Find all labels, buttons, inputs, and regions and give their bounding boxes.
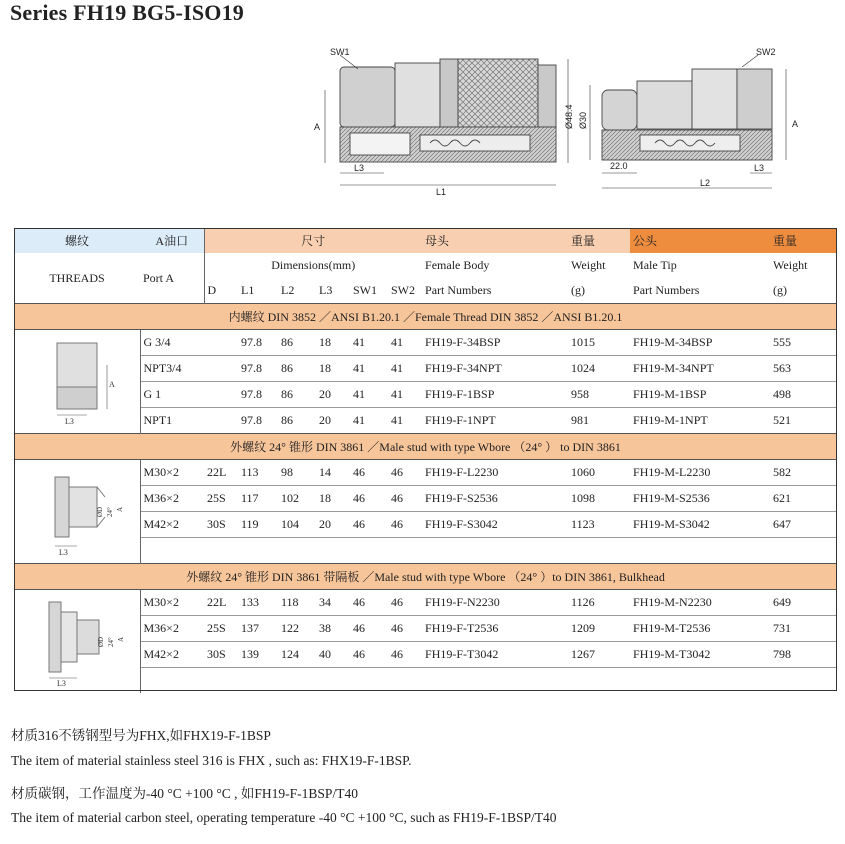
bulkhead-thumb	[27, 592, 127, 687]
cell-sw1: 46	[350, 616, 388, 642]
female-cn: 母头	[422, 228, 568, 253]
cell-female: FH19-F-1NPT	[425, 413, 496, 427]
cell-l1: 119	[238, 512, 278, 538]
fweight-unit: (g)	[571, 283, 586, 297]
col-sw1: SW1	[353, 283, 377, 297]
cell-l1: 133	[238, 590, 278, 616]
cell-fw: 981	[571, 413, 590, 427]
cell-mw: 563	[770, 356, 837, 382]
cell-female: FH19-F-S2536	[422, 486, 568, 512]
cell-d	[204, 330, 238, 356]
cell-port: M36×2	[140, 486, 204, 512]
label-sw1: SW1	[330, 47, 350, 57]
label-l3-female: L3	[354, 163, 365, 173]
cell-sw1: 46	[350, 512, 388, 538]
cell-mw: 798	[770, 642, 837, 668]
cell-male: FH19-M-N2230	[630, 590, 770, 616]
cell-female: FH19-F-34NPT	[422, 356, 568, 382]
cell-l3: 14	[316, 460, 350, 486]
cell-fw: 1060	[568, 460, 630, 486]
dim-cn: 尺寸	[204, 228, 422, 253]
male-part-numbers: Part Numbers	[633, 283, 700, 297]
label-a-male: A	[792, 119, 799, 129]
female-body-drawing	[340, 59, 556, 162]
thumb2-l3: L3	[58, 548, 68, 557]
section-title-row	[14, 434, 837, 460]
note-line: 材质316不锈钢型号为FHX,如FHX19-F-1BSP	[11, 728, 271, 743]
cell-sw2: 46	[388, 616, 422, 642]
threads-cn: 螺纹	[14, 228, 140, 253]
cell-l3: 18	[316, 486, 350, 512]
cell-sw2: 46	[388, 486, 422, 512]
cell-sw1: 41	[350, 356, 388, 382]
col-sw2: SW2	[391, 283, 415, 297]
empty-cell	[140, 668, 837, 694]
coupling-drawing	[310, 45, 810, 200]
cell-mw: 521	[773, 413, 792, 427]
cell-d	[204, 408, 238, 434]
cell-male: FH19-M-T2536	[630, 616, 770, 642]
port-cn: A油口	[140, 228, 204, 253]
cell-l2: 104	[278, 512, 316, 538]
thumb1-a: A	[108, 379, 115, 389]
note-line: The item of material stainless steel 316 is FHX , such as: FHX19-F-1BSP.	[11, 753, 412, 768]
mweight-unit: (g)	[773, 283, 788, 297]
cell-l2: 86	[278, 356, 316, 382]
male-tip-drawing	[602, 69, 772, 160]
cell-l3: 38	[316, 616, 350, 642]
cell-l1: 137	[238, 616, 278, 642]
section-title-row	[14, 304, 837, 330]
cell-l2: 98	[278, 460, 316, 486]
cell-sw2: 46	[388, 642, 422, 668]
cell-l2: 86	[278, 330, 316, 356]
cell-female: FH19-F-T3042	[422, 642, 568, 668]
label-l1: L1	[436, 187, 447, 197]
table-row	[14, 330, 837, 356]
fweight-cn: 重量	[568, 228, 630, 253]
thumb2-od: ØD	[95, 506, 104, 517]
col-l2: L2	[281, 283, 295, 297]
cell-male: FH19-M-L2230	[630, 460, 770, 486]
section-title: 外螺纹 24° 锥形 DIN 3861 带隔板 ／Male stud with type Wbore （24° ）to DIN 3861, Bulkhead	[14, 564, 837, 590]
cell-d	[204, 382, 238, 408]
cell-female: FH19-F-1BSP	[422, 382, 568, 408]
cell-male: FH19-M-1BSP	[630, 382, 770, 408]
cell-female: FH19-F-T2536	[422, 616, 568, 642]
cell-fw: 1267	[568, 642, 630, 668]
cell-l2: 102	[278, 486, 316, 512]
female-thread-thumb	[27, 335, 127, 425]
cell-l2: 122	[278, 616, 316, 642]
male-cn: 公头	[630, 228, 770, 253]
cell-sw1: 41	[353, 413, 365, 427]
cell-sw2: 46	[388, 590, 422, 616]
cell-port: M36×2	[140, 616, 204, 642]
cell-l1: 139	[238, 642, 278, 668]
label-a-female: A	[314, 122, 321, 132]
thumb3-24: 24°	[106, 637, 115, 647]
cell-fw: 958	[568, 382, 630, 408]
cell-l3: 40	[316, 642, 350, 668]
male-en: Male Tip	[633, 258, 677, 272]
cell-l3: 20	[316, 382, 350, 408]
thumb2-24: 24°	[105, 507, 114, 517]
cell-male: FH19-M-T3042	[630, 642, 770, 668]
cell-d: 30S	[204, 512, 238, 538]
cell-l2: 86	[281, 413, 293, 427]
table-row	[14, 460, 837, 486]
cell-port: M42×2	[140, 642, 204, 668]
cell-male: FH19-M-1NPT	[633, 413, 708, 427]
cell-female: FH19-F-34BSP	[422, 330, 568, 356]
port-en: Port A	[140, 253, 204, 304]
cell-d: 30S	[204, 642, 238, 668]
section-title: 内螺纹 DIN 3852 ／ANSI B1.20.1 ／Female Thread DIN 3852 ／ANSI B1.20.1	[14, 304, 837, 330]
cell-sw1: 41	[350, 330, 388, 356]
cell-fw: 1209	[568, 616, 630, 642]
header-row-cn	[14, 228, 837, 253]
cell-mw: 498	[770, 382, 837, 408]
cell-sw1: 41	[350, 382, 388, 408]
cell-female: FH19-F-L2230	[422, 460, 568, 486]
label-l2: L2	[700, 178, 711, 188]
cell-port: G 3/4	[140, 330, 204, 356]
col-l1: L1	[241, 283, 255, 297]
cell-l1: 97.8	[238, 382, 278, 408]
label-d484: Ø48.4	[564, 104, 574, 129]
spec-table	[14, 228, 837, 693]
cell-male: FH19-M-34NPT	[630, 356, 770, 382]
male-stud-thumb	[27, 462, 127, 557]
cell-mw: 555	[770, 330, 837, 356]
note-line: The item of material carbon steel, operating temperature -40 °C +100 °C, such as FH19-F-1BSP/T40	[11, 810, 557, 825]
col-l3: L3	[319, 283, 333, 297]
mweight-en: Weight	[773, 258, 808, 272]
cell-male: FH19-M-S2536	[630, 486, 770, 512]
cell-port: M30×2	[140, 460, 204, 486]
label-sw2: SW2	[756, 47, 776, 57]
cell-l1: 97.8	[238, 356, 278, 382]
cell-l2: 118	[278, 590, 316, 616]
threads-en: THREADS	[49, 270, 105, 285]
section-title: 外螺纹 24° 锥形 DIN 3861 ／Male stud with type Wbore （24° ） to DIN 3861	[14, 434, 837, 460]
cell-l3: 18	[316, 356, 350, 382]
cell-l1: 113	[238, 460, 278, 486]
cell-sw1: 46	[350, 486, 388, 512]
cell-port: NPT3/4	[140, 356, 204, 382]
thumb3-od: ØD	[96, 636, 105, 647]
col-d: D	[207, 283, 217, 297]
cell-fw: 1015	[568, 330, 630, 356]
cell-d: 25S	[204, 616, 238, 642]
page-title: Series FH19 BG5-ISO19	[10, 0, 244, 25]
cell-port: M30×2	[140, 590, 204, 616]
cell-d	[204, 356, 238, 382]
cell-port: M42×2	[140, 512, 204, 538]
header-row-en	[14, 253, 837, 278]
thumb3-l3: L3	[56, 679, 66, 687]
cell-male: FH19-M-34BSP	[630, 330, 770, 356]
thumb-bulkhead	[14, 590, 140, 694]
thumb3-a: A	[116, 636, 125, 642]
cell-l2: 124	[278, 642, 316, 668]
cell-l1: 97.8	[241, 413, 262, 427]
cell-sw1: 46	[350, 590, 388, 616]
label-22: 22.0	[610, 161, 628, 171]
cell-port: G 1	[140, 382, 204, 408]
cell-d: 25S	[204, 486, 238, 512]
cell-l1: 117	[238, 486, 278, 512]
cell-sw2: 41	[391, 413, 403, 427]
cell-sw2: 46	[388, 460, 422, 486]
cell-mw: 649	[770, 590, 837, 616]
cell-l3: 20	[319, 413, 331, 427]
cell-male: FH19-M-S3042	[630, 512, 770, 538]
cell-sw1: 46	[350, 642, 388, 668]
thumb-female-thread	[14, 330, 140, 434]
empty-cell	[140, 538, 837, 564]
cell-fw: 1098	[568, 486, 630, 512]
cell-sw2: 41	[388, 330, 422, 356]
cell-l3: 18	[316, 330, 350, 356]
cell-female: FH19-F-N2230	[422, 590, 568, 616]
dim-en: Dimensions(mm)	[271, 258, 356, 272]
female-part-numbers: Part Numbers	[425, 283, 492, 297]
cell-female: FH19-F-S3042	[422, 512, 568, 538]
cell-mw: 731	[770, 616, 837, 642]
cell-sw1: 46	[350, 460, 388, 486]
cell-fw: 1126	[568, 590, 630, 616]
table-row	[14, 590, 837, 616]
cell-sw2: 41	[388, 382, 422, 408]
fweight-en: Weight	[571, 258, 606, 272]
cell-mw: 647	[770, 512, 837, 538]
section-title-row	[14, 564, 837, 590]
thumb-male-stud	[14, 460, 140, 564]
cell-l3: 34	[316, 590, 350, 616]
cell-mw: 621	[770, 486, 837, 512]
cell-fw: 1123	[568, 512, 630, 538]
label-d30: Ø30	[578, 111, 588, 129]
female-en: Female Body	[425, 258, 490, 272]
mweight-cn: 重量	[770, 228, 837, 253]
thumb2-a: A	[115, 506, 124, 512]
cell-sw2: 46	[388, 512, 422, 538]
label-l3-male: L3	[754, 163, 765, 173]
cell-d: 22L	[204, 460, 238, 486]
cell-sw2: 41	[388, 356, 422, 382]
cell-port: NPT1	[143, 413, 173, 427]
cell-l3: 20	[316, 512, 350, 538]
cell-l1: 97.8	[238, 330, 278, 356]
thumb1-l3: L3	[64, 416, 74, 425]
note-line: 材质碳钢，工作温度为-40 °C +100 °C , 如FH19-F-1BSP/T40	[11, 786, 358, 801]
cell-l2: 86	[278, 382, 316, 408]
cell-mw: 582	[770, 460, 837, 486]
cell-fw: 1024	[568, 356, 630, 382]
cell-d: 22L	[204, 590, 238, 616]
